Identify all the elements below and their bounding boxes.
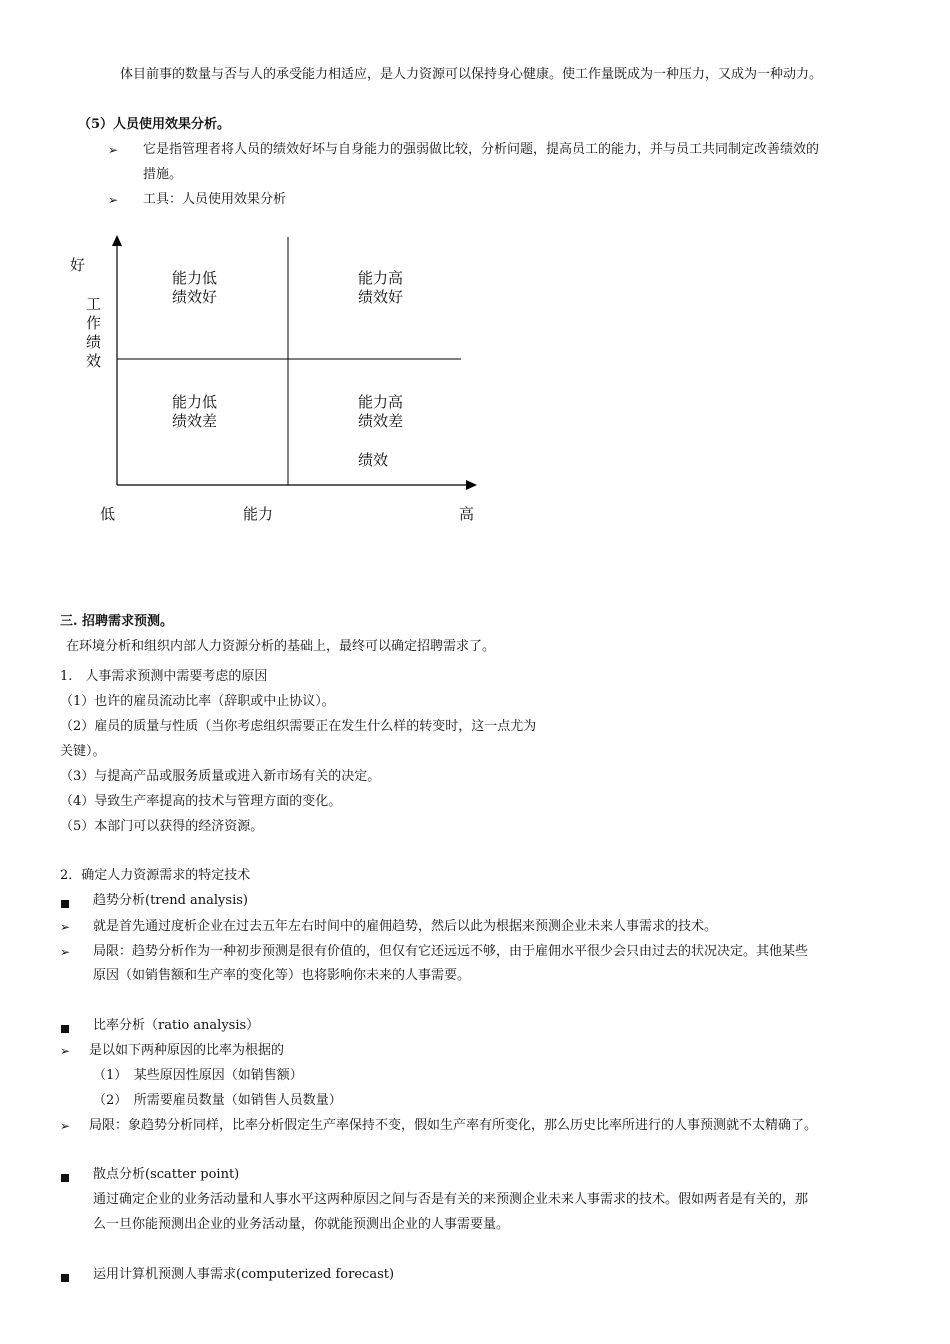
item1-line: 关键）。 xyxy=(60,744,106,759)
arrow-bullet-icon: ➢ xyxy=(60,1119,71,1133)
y-axis-label-char: 效 xyxy=(86,352,102,370)
arrow-bullet-icon: ➢ xyxy=(108,143,119,157)
section5-bullet-2: 工具：人员使用效果分析 xyxy=(143,192,287,207)
section3-heading: 三. 招聘需求预测。 xyxy=(60,614,174,629)
trend-bullet-1: 就是首先通过度析企业在过去五年左右时间中的雇佣趋势，然后以此为根据来预测企业未来人事需求的技术。 xyxy=(93,919,718,934)
intro-line: 体目前事的数量与否与人的承受能力相适应，是人力资源可以保持身心健康。使工作量既成为一种压力，又成为一种动力。 xyxy=(120,67,823,82)
x-axis-arrow-icon xyxy=(466,480,477,490)
quadrant-br-line2: 绩效差 xyxy=(358,412,404,430)
quadrant-tl-line2: 绩效好 xyxy=(172,288,218,306)
x-axis-low-label: 低 xyxy=(100,505,116,523)
item1-line: （3）与提高产品或服务质量或进入新市场有关的决定。 xyxy=(60,769,381,784)
arrow-bullet-icon: ➢ xyxy=(60,945,71,959)
quadrant-extra-label: 绩效 xyxy=(358,451,389,469)
item1-line: （5）本部门可以获得的经济资源。 xyxy=(60,819,264,834)
y-axis-label-char: 绩 xyxy=(86,333,102,351)
trend-title: 趋势分析(trend analysis) xyxy=(93,893,248,908)
ratio-bullet-2: 局限：象趋势分析同样，比率分析假定生产率保持不变，假如生产率有所变化，那么历史比率所进行的人事预测就不太精确了。 xyxy=(89,1118,818,1133)
item1-line: （4）导致生产率提高的技术与管理方面的变化。 xyxy=(60,794,342,809)
y-axis-top-label: 好 xyxy=(70,256,86,274)
scatter-paragraph-line1: 通过确定企业的业务活动量和人事水平这两种原因之间与否是有关的来预测企业未来人事需求的技术。假如两者是有关的，那 xyxy=(93,1192,809,1207)
quadrant-bl-line2: 绩效差 xyxy=(172,412,218,430)
scatter-title: 散点分析(scatter point) xyxy=(93,1167,240,1182)
scatter-paragraph-line2: 么一旦你能预测出企业的业务活动量，你就能预测出企业的人事需要量。 xyxy=(93,1217,510,1232)
section5-bullet-1: 它是指管理者将人员的绩效好坏与自身能力的强弱做比较，分析问题，提高员工的能力，并与员工共同制定改善绩效的 xyxy=(143,142,820,157)
ratio-title: 比率分析（ratio analysis） xyxy=(93,1018,260,1033)
arrow-bullet-icon: ➢ xyxy=(60,1044,71,1058)
square-bullet-icon xyxy=(61,1021,69,1039)
y-axis-arrow-icon xyxy=(112,235,122,246)
x-axis-mid-label: 能力 xyxy=(243,505,274,523)
section5-heading: （5）人员使用效果分析。 xyxy=(78,117,231,132)
quadrant-axes xyxy=(0,0,950,560)
computer-title: 运用计算机预测人事需求(computerized forecast) xyxy=(93,1267,395,1282)
quadrant-tr-line2: 绩效好 xyxy=(358,288,404,306)
item1-line: （2）雇员的质量与性质（当你考虑组织需要正在发生什么样的转变时，这一点尤为 xyxy=(60,719,537,734)
quadrant-tl-line1: 能力低 xyxy=(172,269,218,287)
item1-line: （1）也许的雇员流动比率（辞职或中止协议）。 xyxy=(60,694,335,709)
section3-intro: 在环境分析和组织内部人力资源分析的基础上，最终可以确定招聘需求了。 xyxy=(66,639,496,654)
y-axis-label-char: 工 xyxy=(86,295,102,313)
trend-bullet-2-cont: 原因（如销售额和生产率的变化等）也将影响你未来的人事需要。 xyxy=(93,968,471,983)
quadrant-tr-line1: 能力高 xyxy=(358,269,404,287)
trend-bullet-2: 局限：趋势分析作为一种初步预测是很有价值的，但仅有它还远远不够，由于雇佣水平很少会只由过去的状况决定。其他某些 xyxy=(93,944,809,959)
y-axis-label-char: 作 xyxy=(86,314,102,332)
item1-title: 1. 人事需求预测中需要考虑的原因 xyxy=(60,669,268,684)
ratio-bullet-1: 是以如下两种原因的比率为根据的 xyxy=(89,1043,285,1058)
quadrant-br-line1: 能力高 xyxy=(358,393,404,411)
square-bullet-icon xyxy=(61,1270,69,1288)
arrow-bullet-icon: ➢ xyxy=(60,920,71,934)
square-bullet-icon xyxy=(61,1170,69,1188)
item2-title: 2．确定人力资源需求的特定技术 xyxy=(60,868,251,883)
ratio-sub-2: （2） 所需要雇员数量（如销售人员数量） xyxy=(93,1093,342,1108)
ratio-sub-1: （1） 某些原因性原因（如销售额） xyxy=(93,1068,303,1083)
section5-bullet-1-cont: 措施。 xyxy=(143,167,183,182)
quadrant-bl-line1: 能力低 xyxy=(172,393,218,411)
square-bullet-icon xyxy=(61,896,69,914)
arrow-bullet-icon: ➢ xyxy=(108,193,119,207)
x-axis-high-label: 高 xyxy=(459,505,475,523)
